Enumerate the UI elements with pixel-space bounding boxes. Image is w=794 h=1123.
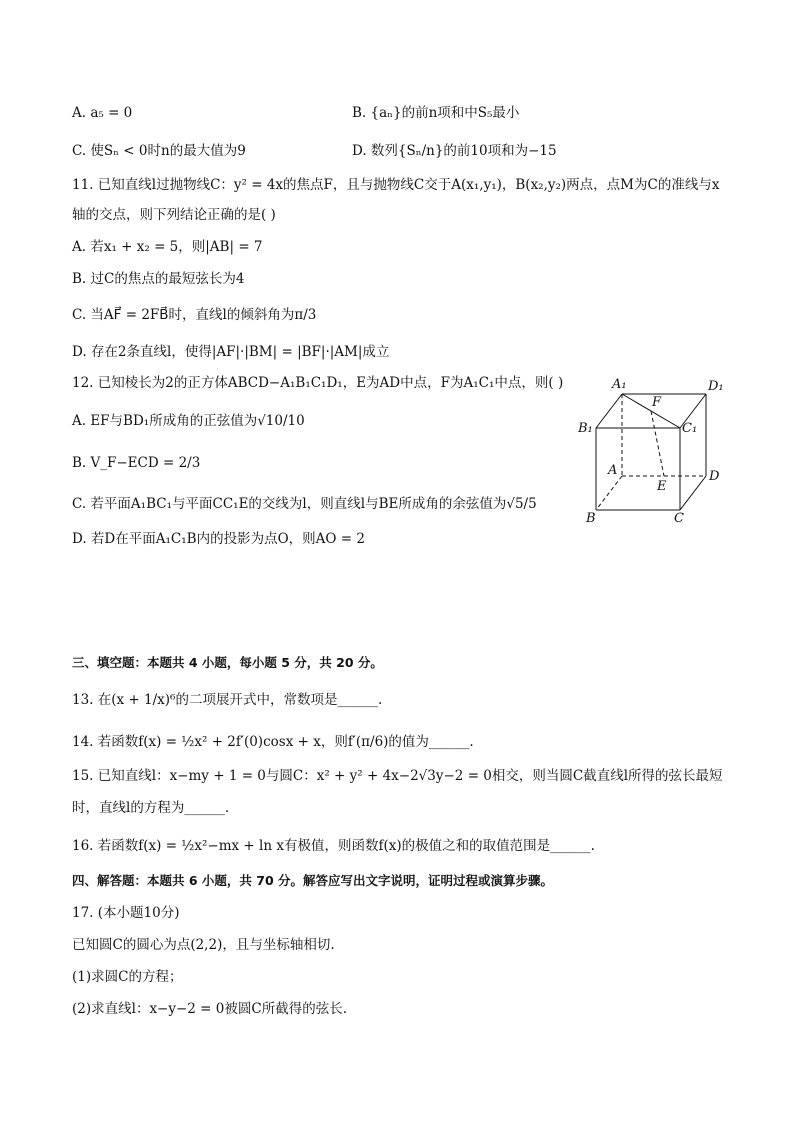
- q15-line2: 时，直线l的方程为______.: [72, 800, 230, 816]
- q13: 13. 在(x + 1/x)⁶的二项展开式中，常数项是______.: [72, 692, 383, 708]
- q10-option-b: B. {aₙ}的前n项和中S₅最小: [352, 105, 520, 121]
- q14: 14. 若函数f(x) = ½x² + 2f′(0)cosx + x，则f′(π/6)的值为______.: [72, 734, 474, 750]
- q12-option-d: D. 若D在平面A₁C₁B内的投影为点O，则AO = 2: [72, 531, 365, 547]
- q15-line1: 15. 已知直线l：x−my + 1 = 0与圆C：x² + y² + 4x−2√3y−2 = 0相交，则当圆C截直线l所得的弦长最短: [72, 768, 723, 784]
- label-b: B: [586, 511, 596, 526]
- q11-stem-line2: 轴的交点，则下列结论正确的是( ): [72, 207, 276, 223]
- q17-part1: (1)求圆C的方程；: [72, 969, 183, 985]
- q10-option-a: A. a₅ = 0: [72, 105, 133, 121]
- cube-figure: [560, 372, 730, 532]
- segment-fe-hidden: [651, 411, 664, 476]
- label-d1: D₁: [708, 379, 724, 394]
- label-d: D: [709, 469, 720, 484]
- q11-option-d: D. 存在2条直线l，使得|AF|·|BM| = |BF|·|AM|成立: [72, 344, 390, 360]
- q10-option-c: C. 使Sₙ < 0时n的最大值为9: [72, 143, 246, 159]
- label-a1: A₁: [612, 377, 627, 392]
- q17-stem: 已知圆C的圆心为点(2,2)，且与坐标轴相切.: [72, 937, 335, 953]
- q11-option-c: C. 当AF⃗ = 2FB⃗时，直线l的倾斜角为π/3: [72, 307, 317, 323]
- q12-option-b: B. V_F−ECD = 2/3: [72, 455, 201, 471]
- q16: 16. 若函数f(x) = ½x²−mx + ln x有极值，则函数f(x)的极值之和的取值范围是______.: [72, 838, 595, 854]
- q17-part2: (2)求直线l：x−y−2 = 0被圆C所截得的弦长.: [72, 1001, 347, 1017]
- label-a: A: [608, 463, 618, 478]
- label-c1: C₁: [682, 421, 698, 436]
- section4-heading: 四、解答题：本题共 6 小题，共 70 分。解答应写出文字说明，证明过程或演算步骤。: [72, 873, 554, 888]
- label-f: F: [652, 395, 662, 410]
- q11-stem-line1: 11. 已知直线l过抛物线C：y² = 4x的焦点F，且与抛物线C交于A(x₁,y₁)，B(x₂,y₂)两点，点M为C的准线与x: [72, 177, 720, 193]
- edge-dc: [680, 476, 706, 510]
- section3-heading: 三、填空题：本题共 4 小题，每小题 5 分，共 20 分。: [72, 655, 383, 670]
- q11-option-a: A. 若x₁ + x₂ = 5，则|AB| = 7: [72, 239, 263, 255]
- label-b1: B₁: [578, 421, 593, 436]
- q12-stem: 12. 已知棱长为2的正方体ABCD−A₁B₁C₁D₁，E为AD中点，F为A₁C₁中点，则( ): [72, 375, 564, 391]
- label-c: C: [674, 511, 684, 526]
- edge-a1b1: [596, 394, 622, 428]
- q11-option-b: B. 过C的焦点的最短弦长为4: [72, 271, 245, 287]
- q17-title: 17. (本小题10分): [72, 905, 180, 921]
- q12-option-c: C. 若平面A₁BC₁与平面CC₁E的交线为l，则直线l与BE所成角的余弦值为√5/5: [72, 496, 537, 512]
- q12-option-a: A. EF与BD₁所成角的正弦值为√10/10: [72, 413, 305, 429]
- edge-ab-hidden: [596, 476, 622, 510]
- q10-option-d: D. 数列{Sₙ/n}的前10项和为−15: [352, 143, 557, 159]
- label-e: E: [657, 479, 667, 494]
